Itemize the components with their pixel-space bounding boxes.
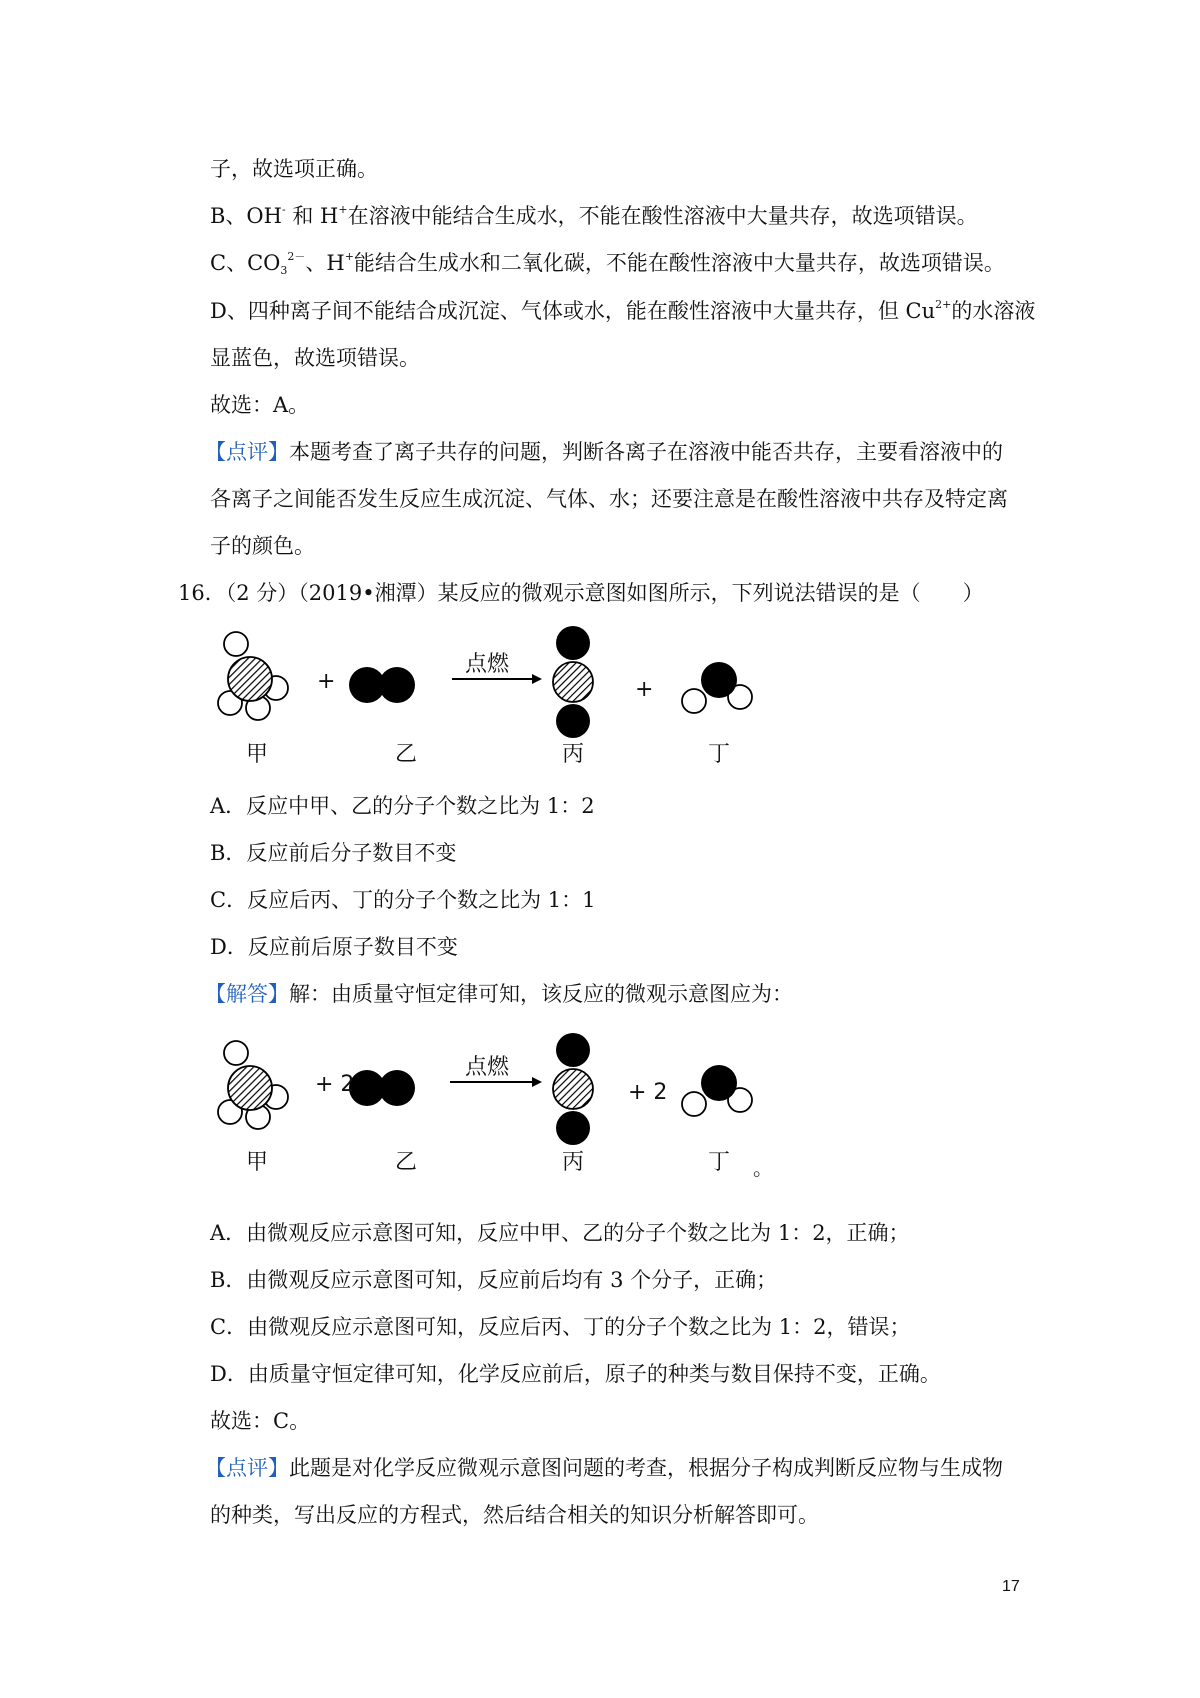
comment-tag: 【点评】: [205, 1456, 289, 1480]
option-b: B．反应前后分子数目不变: [210, 841, 457, 865]
molecule-ding: [682, 1065, 752, 1116]
text-line: 子，故选项正确。: [210, 157, 378, 181]
label-yi: 乙: [395, 742, 418, 767]
comment-line: 【点评】本题考查了离子共存的问题，判断各离子在溶液中能否共存，主要看溶液中的: [205, 440, 1003, 464]
reaction-diagram-2: [210, 1032, 773, 1182]
end-mark: 。: [753, 1156, 773, 1180]
arrow-label: 点燃: [465, 652, 510, 677]
option-a: A．反应中甲、乙的分子个数之比为 1：2: [210, 794, 595, 818]
plus-sign: + 2: [628, 1080, 668, 1105]
label-ding: 丁: [708, 742, 731, 767]
molecule-jia: [218, 1041, 288, 1129]
label-ding: 丁: [708, 1150, 731, 1175]
text-line: 各离子之间能否发生反应生成沉淀、气体、水；还要注意是在酸性溶液中共存及特定离: [210, 487, 1008, 511]
molecule-yi: [349, 1070, 415, 1106]
text-line: D、四种离子间不能结合成沉淀、气体或水，能在酸性溶液中大量共存，但 $Cu^{2+}$的水溶液: [210, 298, 1036, 323]
comment-tag: 【点评】: [205, 440, 289, 464]
answer-c: C．由微观反应示意图可知，反应后丙、丁的分子个数之比为 1：2，错误；: [210, 1315, 911, 1339]
option-c: C．反应后丙、丁的分子个数之比为 1：1: [210, 888, 596, 912]
label-jia: 甲: [246, 742, 269, 767]
text-line: B、OH- 和 H+在溶液中能结合生成水，不能在酸性溶液中大量共存，故选项错误。: [210, 203, 978, 228]
page-number: 17: [1002, 1578, 1020, 1595]
molecule-jia: [218, 632, 288, 720]
label-bing: 丙: [562, 1150, 585, 1175]
plus-sign: +: [635, 677, 654, 702]
label-jia: 甲: [246, 1150, 269, 1175]
text-line: 故选：A。: [210, 393, 310, 417]
molecule-ding: [682, 662, 752, 713]
answer-b: B．由微观反应示意图可知，反应前后均有 3 个分子，正确；: [210, 1268, 778, 1292]
text-line: 子的颜色。: [210, 534, 315, 558]
molecule-yi: [349, 667, 415, 703]
reaction-diagram-1: [210, 625, 770, 775]
answer-a: A．由微观反应示意图可知，反应中甲、乙的分子个数之比为 1：2，正确；: [210, 1221, 910, 1245]
plus-sign: +: [317, 669, 336, 694]
comment-line: 【点评】此题是对化学反应微观示意图问题的考查，根据分子构成判断反应物与生成物: [205, 1456, 1003, 1480]
answer-intro: 【解答】解：由质量守恒定律可知，该反应的微观示意图应为：: [205, 982, 793, 1006]
text-line: 显蓝色，故选项错误。: [210, 346, 420, 370]
text-line: 的种类，写出反应的方程式，然后结合相关的知识分析解答即可。: [210, 1503, 819, 1527]
arrow-label: 点燃: [465, 1055, 510, 1080]
option-d: D．反应前后原子数目不变: [210, 935, 458, 959]
molecule-bing: [553, 1033, 593, 1145]
plus-sign: + 2: [315, 1072, 355, 1097]
label-yi: 乙: [395, 1150, 418, 1175]
answer-choice: 故选：C。: [210, 1409, 311, 1433]
answer-tag: 【解答】: [205, 982, 289, 1006]
text-line: C、$CO_3^{2-}$、H+能结合生成水和二氧化碳，不能在酸性溶液中大量共存，故选项错误。: [210, 250, 1005, 277]
label-bing: 丙: [562, 742, 585, 767]
answer-d: D．由质量守恒定律可知，化学反应前后，原子的种类与数目保持不变，正确。: [210, 1362, 941, 1386]
molecule-bing: [553, 626, 593, 738]
question-stem: 16．（2 分）（2019•湘潭）某反应的微观示意图如图所示，下列说法错误的是（ ）: [178, 581, 984, 605]
